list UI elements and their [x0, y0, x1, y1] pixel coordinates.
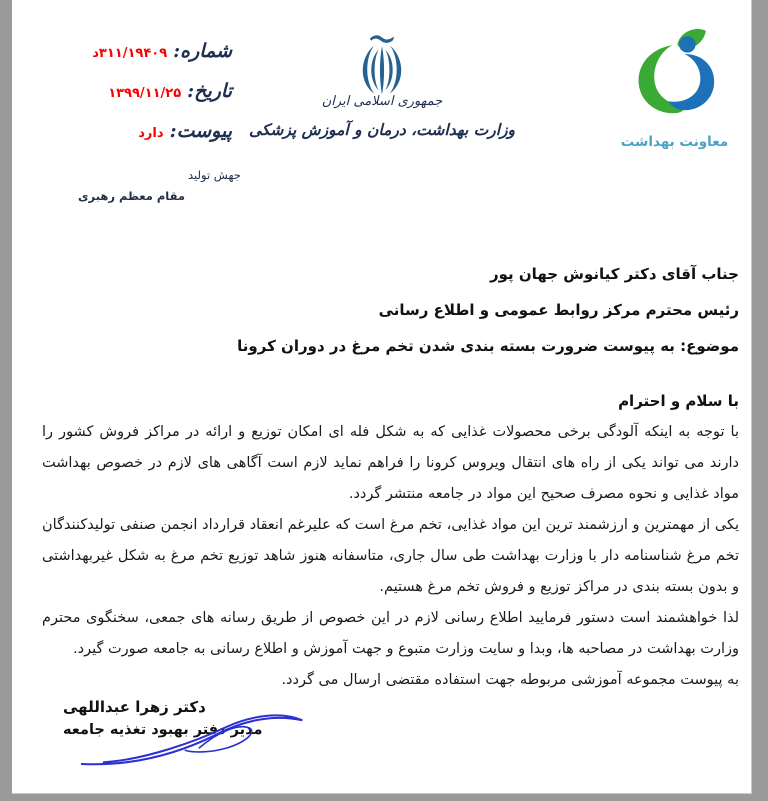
country-title: جمهوری اسلامی ایران: [321, 94, 443, 109]
letter-date-value: ۱۳۹۹/۱۱/۲۵: [108, 86, 182, 101]
body-paragraph: به پیوست مجموعه آموزشی مربوطه جهت استفاده مقتضی ارسال می گردد.: [281, 672, 739, 688]
letter-number-value: ۳۱۱/۱۹۴۰۹د: [92, 46, 168, 61]
signer-title: مدیر دفتر بهبود تغذیه جامعه: [63, 722, 263, 738]
ministry-title: وزارت بهداشت، درمان و آموزش پزشکی: [248, 120, 516, 139]
signer-name: دکتر زهرا عبداللهی: [63, 698, 206, 716]
letter-page: [12, 0, 752, 794]
letter-number-row: [62, 40, 232, 80]
recipient-block: [42, 256, 739, 364]
health-deputy-logo: [602, 20, 747, 150]
letter-date-label: تاریخ:: [187, 80, 232, 102]
letter-number-label: شماره:: [173, 40, 232, 62]
letter-date-row: [62, 80, 232, 120]
recipient-title: رئیس محترم مرکز روابط عمومی و اطلاع رسانی: [378, 301, 739, 319]
health-deputy-caption: معاونت بهداشت: [620, 134, 729, 150]
body-paragraph: لذا خواهشمند است دستور فرمایید اطلاع رسانی لازم در این خصوص از طریق رسانه های جمعی، سخنگوی محترم وزارت بهداشت در مصاحبه ها، وبدا و سایت وزارت متبوع و جهت آموزش و اطلاع رسانی به جامعه صورت گیرد.: [42, 610, 739, 657]
subject-text: به پیوست ضرورت بسته بندی شدن تخم مرغ در دوران کرونا: [237, 337, 675, 355]
year-slogan-attribution: مقام معظم رهبری: [78, 189, 185, 203]
letterhead-meta: [62, 40, 232, 160]
letter-body: [42, 386, 739, 696]
body-paragraph: یکی از مهمترین و ارزشمند ترین این مواد غذایی، تخم مرغ است که علیرغم انعقاد قرارداد انجمن صنفی تولیدکنندگان تخم مرغ شناسنامه دار با وزارت بهداشت طی سال جاری، متاسفانه هنوز شاهد توزیع تخم مرغ به شکل غیربهداشتی و بدون بسته بندی در مراکز توزیع و فروش تخم مرغ هستیم.: [42, 517, 739, 595]
health-deputy-apple-icon: [627, 20, 723, 132]
letter-attachment-row: [62, 120, 232, 160]
salutation: با سلام و احترام: [618, 392, 739, 410]
letter-attachment-label: پیوست:: [169, 120, 232, 142]
letter-attachment-value: دارد: [138, 126, 164, 141]
subject-label: موضوع:: [680, 337, 739, 355]
handwritten-signature-icon: [74, 708, 316, 772]
body-paragraph: با توجه به اینکه آلودگی برخی محصولات غذایی که به شکل فله ای امکان توزیع و ارائه در مراکز فروش کشور را دارند می تواند یکی از راه های انتقال ویروس کرونا را فراهم نماید لازم است آگاهی های لازم در خصوص بهداشت مواد غذایی و نحوه مصرف صحیح این مواد در جامعه منتشر گردد.: [42, 424, 739, 502]
subject-line: [42, 328, 739, 364]
iran-national-emblem-icon: [350, 32, 414, 98]
year-slogan: جهش تولید: [188, 168, 241, 182]
recipient-name: جناب آقای دکتر کیانوش جهان پور: [489, 265, 739, 283]
